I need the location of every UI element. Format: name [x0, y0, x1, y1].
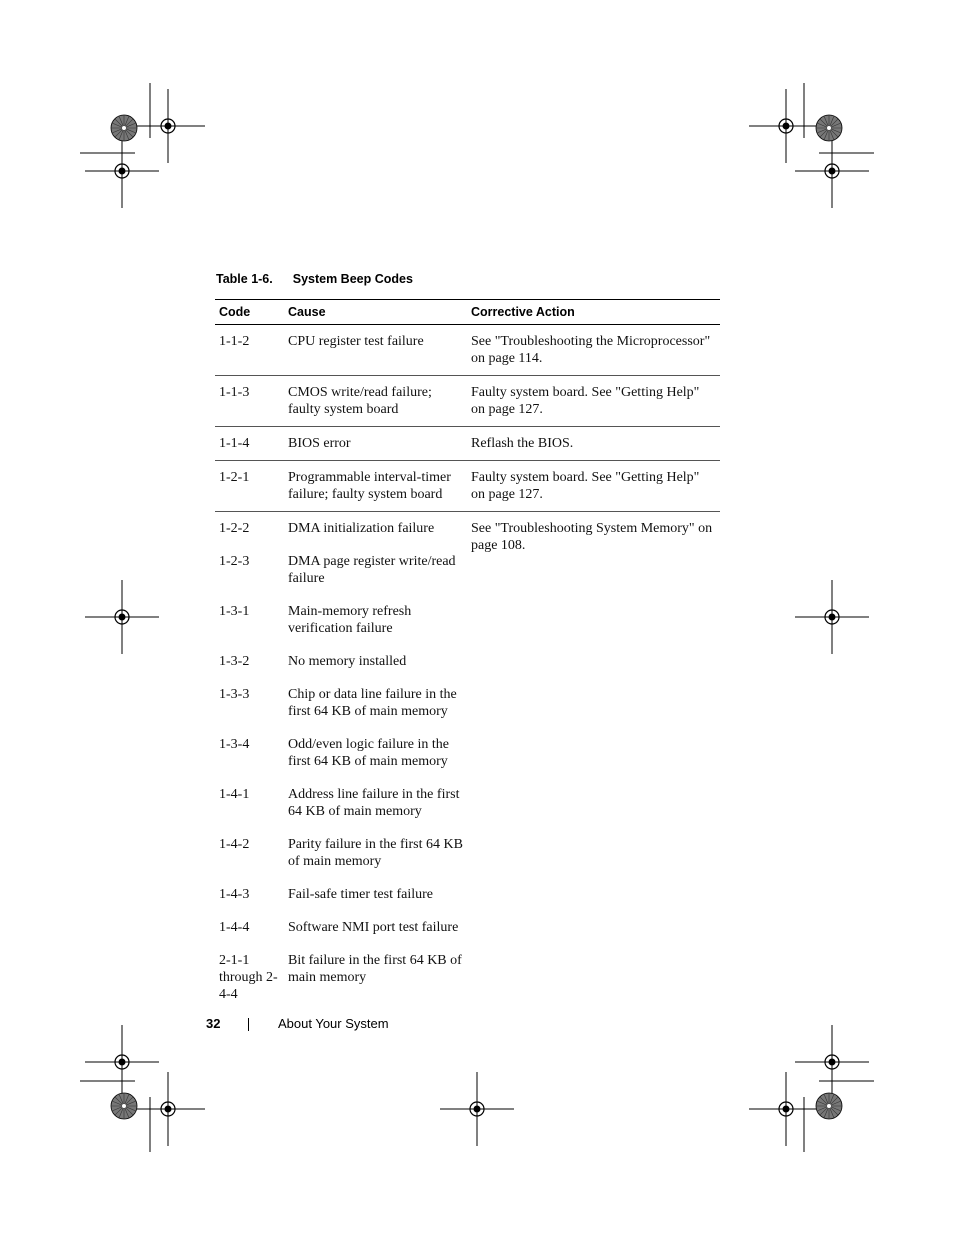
cell-cause: Main-memory refresh verification failure	[288, 604, 412, 636]
column-header-cause: Cause	[284, 300, 467, 325]
cell-code: 2-1-1 through 2-4-4	[219, 953, 278, 1002]
cell-code: 1-1-4	[215, 427, 284, 461]
table-row	[215, 512, 720, 546]
cell-cause: Bit failure in the first 64 KB of main memory	[288, 953, 462, 985]
table-title: System Beep Codes	[292, 272, 413, 286]
cell-code: 1-4-1	[219, 787, 250, 802]
cell-code: 1-4-3	[219, 887, 250, 902]
cell-cause: Programmable interval-timer failure; faulty system board	[284, 461, 467, 512]
cell-cause: Fail-safe timer test failure	[288, 887, 433, 902]
cell-cause: Address line failure in the first 64 KB of main memory	[288, 787, 460, 819]
cell-cause: CMOS write/read failure; faulty system board	[284, 376, 467, 427]
cell-code: 1-3-3	[219, 687, 250, 702]
cell-cause: Odd/even logic failure in the first 64 KB of main memory	[288, 737, 449, 769]
cell-code: 1-3-4	[219, 737, 250, 752]
cell-action: See "Troubleshooting System Memory" on page 108.	[471, 521, 713, 553]
page-number: 32	[206, 1016, 221, 1031]
beep-codes-table	[215, 299, 720, 1011]
cell-code: 1-2-2	[219, 521, 250, 536]
table-row	[215, 427, 720, 461]
cell-action: See "Troubleshooting the Microprocessor" on page 114.	[467, 325, 720, 376]
cell-action: Reflash the BIOS.	[467, 427, 720, 461]
cell-cause: DMA page register write/read failure	[288, 554, 456, 586]
cell-cause: Chip or data line failure in the first 64 KB of main memory	[288, 687, 457, 719]
cell-cause: Parity failure in the first 64 KB of main memory	[288, 837, 463, 869]
table-row	[215, 461, 720, 512]
cell-code: 1-2-3	[219, 554, 250, 569]
cell-action: Faulty system board. See "Getting Help" on page 127.	[467, 461, 720, 512]
running-footer-title: About Your System	[278, 1016, 389, 1031]
cell-cause: BIOS error	[284, 427, 467, 461]
cell-cause: No memory installed	[288, 654, 407, 669]
footer-divider	[248, 1018, 249, 1031]
cell-code: 1-1-3	[215, 376, 284, 427]
cell-cause: Software NMI port test failure	[288, 920, 459, 935]
table-header-row	[215, 300, 720, 325]
cell-code: 1-3-1	[219, 604, 250, 619]
table-caption	[216, 272, 413, 286]
column-header-corrective-action: Corrective Action	[467, 300, 720, 325]
table-row	[215, 325, 720, 376]
cell-cause: CPU register test failure	[284, 325, 467, 376]
cell-code: 1-4-2	[219, 837, 250, 852]
column-header-code: Code	[215, 300, 284, 325]
cell-cause: DMA initialization failure	[288, 521, 435, 536]
cell-code: 1-2-1	[215, 461, 284, 512]
cell-action: Faulty system board. See "Getting Help" on page 127.	[467, 376, 720, 427]
table-number: Table 1-6.	[216, 272, 273, 286]
table-row	[215, 376, 720, 427]
cell-code: 1-4-4	[219, 920, 250, 935]
cell-code: 1-1-2	[215, 325, 284, 376]
cell-code: 1-3-2	[219, 654, 250, 669]
